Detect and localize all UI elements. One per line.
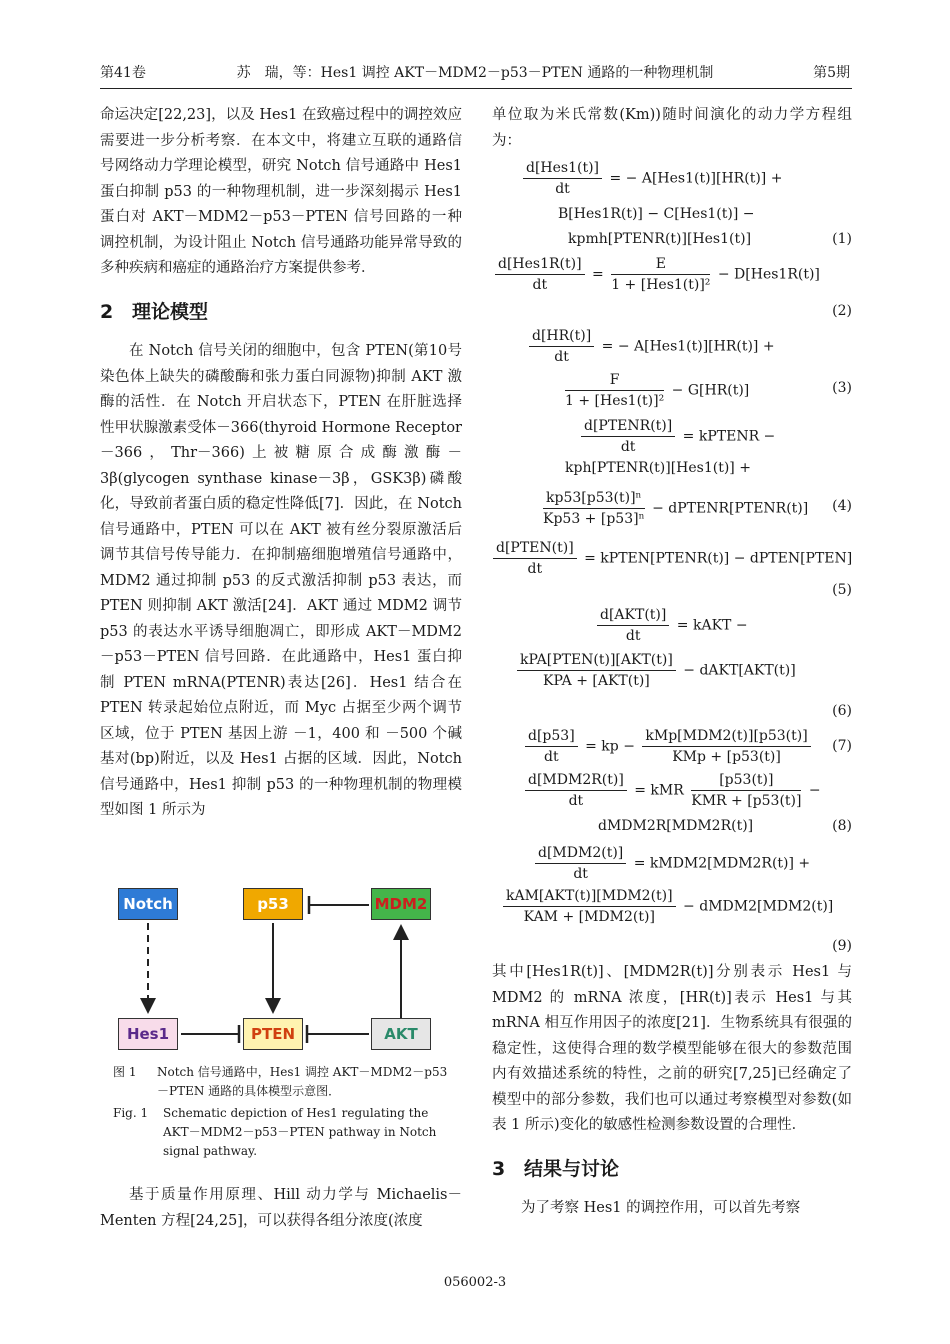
- equation-5-number: (5): [832, 582, 852, 598]
- node-pten: [243, 1018, 303, 1050]
- section-number: 3: [492, 1157, 506, 1180]
- eq-den: Kp53 + [p53]ⁿ: [543, 511, 645, 527]
- eq-tail: −: [808, 782, 821, 799]
- eq-den: dt: [620, 439, 636, 455]
- paragraph-3: 基于质量作用原理、Hill 动力学与 Michaelis－Menten 方程[24,25]，可以获得各组分浓度(浓度: [100, 1187, 462, 1229]
- node-label: AKT: [384, 1025, 418, 1043]
- running-header: [100, 62, 850, 82]
- equation-5: [490, 540, 852, 577]
- eq-tail: − G[HR(t)]: [671, 382, 750, 399]
- eq-rhs: = kPTENR −: [682, 428, 776, 445]
- equation-2: $\frac{\text{d[Hes1R(t)]}}{dt}$ = $\frac{E}{\text{1 + [Hes1(t)]²}}$ − D[Hes1R(t)]: [492, 256, 820, 293]
- figure-caption-en: [113, 1104, 453, 1161]
- equation-8: [522, 772, 821, 809]
- left-column: [100, 103, 462, 824]
- equation-7-number: (7): [832, 738, 852, 754]
- equation-9-line2: [500, 888, 833, 925]
- page-number: 056002-3: [443, 1275, 507, 1290]
- section-2-heading: [100, 300, 462, 326]
- equation-4: [578, 418, 775, 455]
- caption-text: Schematic depiction of Hes1 regulating the AKT－MDM2－p53－PTEN pathway in Notch signal pathway.: [163, 1106, 437, 1158]
- eq-den: KAM + [MDM2(t)]: [523, 909, 655, 925]
- issue-label: 第5期: [813, 65, 850, 81]
- figure-1: [115, 878, 450, 1056]
- eq-num: kPA[PTEN(t)][AKT(t)]: [517, 652, 676, 671]
- eq-num: kAM[AKT(t)][MDM2(t)]: [503, 888, 676, 907]
- eq-num: d[Hes1R(t)]: [495, 256, 585, 275]
- node-label: Hes1: [126, 1025, 170, 1043]
- eq-num: kMp[MDM2(t)][p53(t)]: [642, 728, 810, 747]
- equation-1: [520, 160, 782, 197]
- left-column-bottom: [100, 1183, 462, 1234]
- eq-rhs: = kMR: [634, 782, 684, 799]
- section-title: 结果与讨论: [524, 1157, 620, 1180]
- equation-4-number: (4): [832, 498, 852, 514]
- paragraph-5: 为了考察 Hes1 的调控作用，可以首先考察: [521, 1200, 801, 1216]
- eq-den: dt: [532, 277, 548, 293]
- equation-6: [594, 607, 748, 644]
- section-3-heading: [492, 1157, 852, 1183]
- eq-tail: − D[Hes1R(t)]: [717, 266, 820, 283]
- eq-den: dt: [568, 793, 584, 809]
- eq-rhs: = kAKT −: [676, 617, 748, 634]
- node-label: PTEN: [250, 1025, 296, 1043]
- equation-4-line3: [540, 490, 808, 527]
- equation-8-number: (8): [832, 818, 852, 834]
- paragraph-2: 在 Notch 信号关闭的细胞中，包含 PTEN(第10号染色体上缺失的磷酸酶和张力蛋白同源物)抑制 AKT 激酶的活性．在 Notch 开启状态下，PTEN 在肝脏选择性甲状腺激素受体－366(thyroid Hormone Receptor－366，Thr－366)上被糖原合成酶激酶－3β(glycogen synthase kinase－3β，GSK3β)磷酸化，导致前者蛋白质的稳定性降低[7]．因此，在 Notch 信号通路中，PTEN 可以在 AKT 被有丝分裂原激活后调节其信号传导能力．在抑制癌细胞增殖信号通路中，MDM2 通过抑制 p53 的反式激活抑制 p53 表达，而 PTEN 则抑制 AKT 激活[24]．AKT 通过 MDM2 调节 p53 的表达水平诱导细胞凋亡，即形成 AKT－MDM2－p53－PTEN 信号回路．在此通路中，Hes1 蛋白抑制 PTEN mRNA(PTENR)表达[26]．Hes1 结合在 PTEN 转录起始位点附近，而 Myc 占据至少两个调节区域，位于 PTEN 基因上游 －1，400 和 －500 个碱基对(bp)附近，以及 Hes1 占据的区域．因此，Notch 信号通路中，Hes1 抑制 p53 的一种物理机制的物理模型如图 1 所示为: [100, 343, 462, 818]
- running-title: 苏 瑞，等：Hes1 调控 AKT－MDM2－p53－PTEN 通路的一种物理机制: [236, 65, 714, 81]
- eq-tail: − dPTENR[PTENR(t)]: [652, 500, 809, 517]
- equation-1-line3: kpmh[PTENR(t)][Hes1(t)]: [568, 231, 752, 247]
- figure-caption-cn: [113, 1063, 453, 1101]
- eq-num: F: [565, 372, 664, 391]
- eq-rhs: = kp −: [585, 738, 635, 755]
- right-column-text: [492, 960, 852, 1222]
- eq-num: d[p53]: [525, 728, 578, 747]
- eq-den: KMR + [p53(t)]: [691, 793, 802, 809]
- equation-1-line2: B[Hes1R(t)] − C[Hes1(t)] −: [558, 206, 755, 222]
- eq-num: d[AKT(t)]: [597, 607, 669, 626]
- volume-label: 第41卷: [100, 65, 146, 81]
- eq-rhs: = − A[Hes1(t)][HR(t)] +: [609, 170, 783, 187]
- eq-num: d[MDM2R(t)]: [525, 772, 627, 791]
- node-hes1: [118, 1018, 178, 1050]
- eq-rhs: = − A[Hes1(t)][HR(t)] +: [601, 338, 775, 355]
- eq-den: dt: [625, 628, 641, 644]
- node-label: p53: [257, 895, 289, 913]
- eq-den: dt: [544, 749, 559, 765]
- equation-3-number: (3): [832, 380, 852, 396]
- node-mdm2: [371, 888, 431, 920]
- section-number: 2: [100, 300, 114, 323]
- eq-num: d[PTEN(t)]: [493, 540, 577, 559]
- section-title: 理论模型: [132, 300, 209, 323]
- eq-num: d[HR(t)]: [529, 328, 594, 347]
- eq-tail: − dAKT[AKT(t)]: [683, 662, 796, 679]
- node-p53: [243, 888, 303, 920]
- eq-num: d[MDM2(t)]: [535, 845, 626, 864]
- eq-num: E: [611, 256, 710, 275]
- node-label: MDM2: [374, 895, 428, 913]
- node-label: Notch: [123, 895, 173, 913]
- eq-rhs: = kPTEN[PTENR(t)] − dPTEN[PTEN]: [584, 550, 853, 567]
- equation-9: [532, 845, 810, 882]
- node-notch: [118, 888, 178, 920]
- equation-3-line2: [562, 372, 749, 409]
- eq-num: d[Hes1(t)]: [523, 160, 602, 179]
- equation-7: [522, 728, 814, 765]
- eq-den: KMp + [p53(t)]: [672, 749, 781, 765]
- equation-6-line2: [514, 652, 796, 689]
- paragraph-4: 其中[Hes1R(t)]、[MDM2R(t)]分别表示 Hes1 与 MDM2 的 mRNA 浓度，[HR(t)]表示 Hes1 与其 mRNA 相互作用因子的浓度[21]．生物系统具有很强的稳定性，这使得合理的数学模型能够在很大的参数范围内有效描述系统的特性，之前的研究[7,25]已经确定了模型中的部分参数，我们也可以通过考察模型对参数(如表 1 所示)变化的敏感性检测参数设置的合理性．: [492, 964, 852, 1133]
- node-akt: [371, 1018, 431, 1050]
- right-intro: [492, 103, 852, 154]
- eq-den: dt: [555, 181, 570, 197]
- equation-4-line2: kph[PTENR(t)][Hes1(t)] +: [565, 460, 751, 476]
- eq-den: dt: [554, 349, 569, 365]
- eq-rhs: = kMDM2[MDM2R(t)] +: [633, 855, 811, 872]
- equation-9-number: (9): [832, 938, 852, 954]
- paragraph-1: 命运决定[22,23]，以及 Hes1 在致癌过程中的调控效应需要进一步分析考察．在本文中，将建立互联的通路信号网络动力学理论模型，研究 Notch 信号通路中 Hes1 蛋白抑制 p53 的一种物理机制，进一步深刻揭示 Hes1 蛋白对 AKT－MDM2－p53－PTEN 信号回路的一种调控机制，为设计阻止 Notch 信号通路功能异常导致的多种疾病和癌症的通路治疗方案提供参考．: [100, 107, 462, 276]
- eq-tail: − dMDM2[MDM2(t)]: [683, 898, 834, 915]
- caption-text: Notch 信号通路中，Hes1 调控 AKT－MDM2－p53－PTEN 通路的具体模型示意图．: [157, 1065, 448, 1098]
- equation-3: [526, 328, 775, 365]
- equation-1-number: (1): [832, 231, 852, 247]
- eq-den: dt: [527, 561, 543, 577]
- eq-den: 1 + [Hes1(t)]²: [611, 277, 711, 293]
- eq-num: [p53(t)]: [691, 772, 801, 791]
- eq-lhs: [523, 160, 602, 197]
- eq-num: d[PTENR(t)]: [581, 418, 675, 437]
- header-rule: [100, 88, 852, 89]
- eq-num: kp53[p53(t)]ⁿ: [543, 490, 645, 509]
- caption-label: 图 1: [113, 1065, 137, 1079]
- equation-8-line2: dMDM2R[MDM2R(t)]: [598, 818, 754, 834]
- paragraph-intro: 单位取为米氏常数(Km))随时间演化的动力学方程组为：: [492, 107, 852, 149]
- eq-den: KPA + [AKT(t)]: [543, 673, 650, 689]
- eq-den: 1 + [Hes1(t)]²: [565, 393, 665, 409]
- equation-2-number: (2): [832, 303, 852, 319]
- equation-6-number: (6): [832, 703, 852, 719]
- caption-label: Fig. 1: [113, 1106, 149, 1120]
- eq-den: dt: [573, 866, 588, 882]
